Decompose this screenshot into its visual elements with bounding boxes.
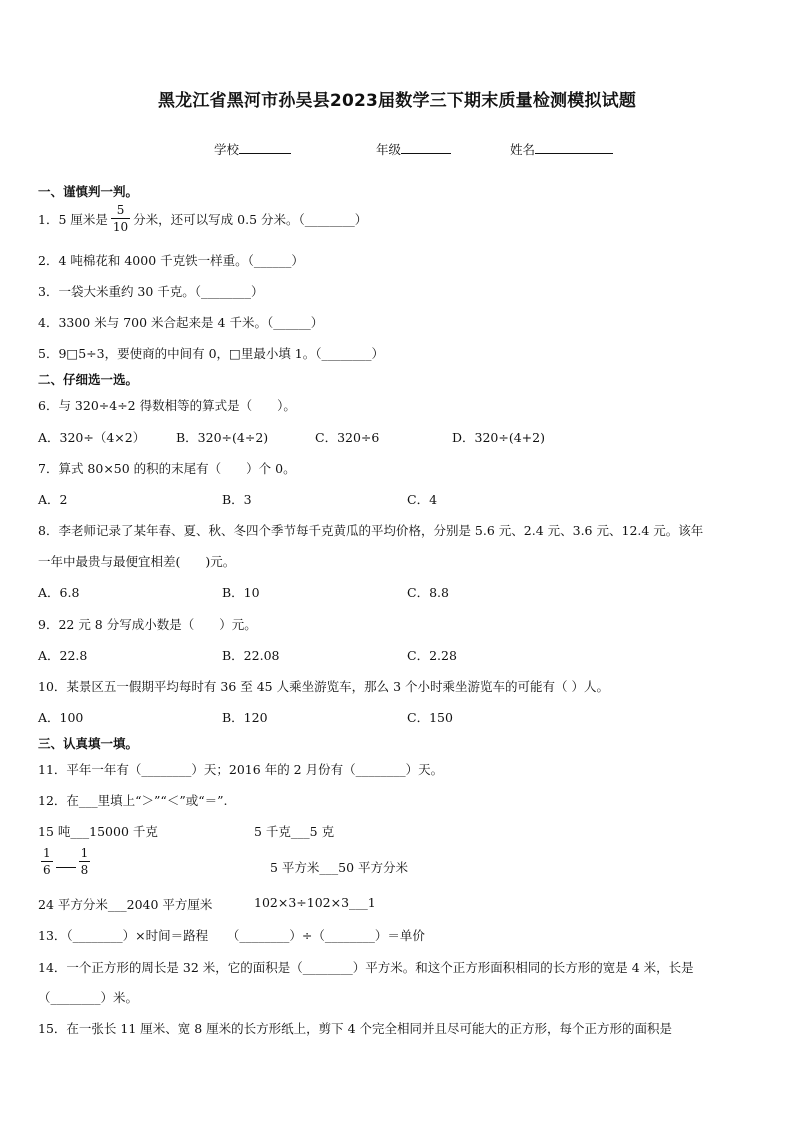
q6-option-d[interactable]: D．320÷(4+2) [452,430,545,445]
q8-option-c[interactable]: C．8.8 [407,585,449,600]
question-6: 6．与 320÷4÷2 得数相等的算式是（ ）。 [38,398,296,413]
q9-option-b[interactable]: B．22.08 [222,648,280,663]
q12-item-d: 5 平方米___50 平方分米 [270,860,409,875]
q10-option-c[interactable]: C．150 [407,710,453,725]
q12-c-fraction-2 [79,847,91,876]
page-title: 黑龙江省黑河市孙吴县2023届数学三下期末质量检测模拟试题 [157,91,637,111]
q1-frac-den: 10 [112,220,129,234]
q9-option-a[interactable]: A．22.8 [38,648,88,663]
school-field [214,140,291,158]
q12-c-num-1: 1 [43,846,51,860]
question-4: 4．3300 米与 700 米合起来是 4 千米。（______） [38,315,324,330]
q12-c-den-1: 6 [43,863,51,877]
question-14-line-1: 14．一个正方形的周长是 32 米，它的面积是（________）平方米。和这个正方形面积相同的长方形的宽是 4 米，长是 [38,960,694,975]
question-9: 9．22 元 8 分写成小数是（ ）元。 [38,617,257,632]
question-8-line-2: 一年中最贵与最便宜相差( )元。 [38,554,236,569]
q12-item-c [38,847,93,876]
question-3: 3．一袋大米重约 30 千克。（________） [38,284,264,299]
q12-item-e: 24 平方分米___2040 平方厘米 [38,897,213,912]
question-14-line-2: （________）米。 [38,990,139,1005]
q6-option-c[interactable]: C．320÷6 [315,430,380,445]
q1-frac-num: 5 [116,203,125,217]
q6-option-a[interactable]: A．320÷（4×2） [38,430,146,445]
section-2-heading: 二、仔细选一选。 [38,372,139,387]
q8-option-a[interactable]: A．6.8 [38,585,80,600]
q12-c-fraction-1 [41,847,53,876]
q9-option-c[interactable]: C．2.28 [407,648,457,663]
question-15: 15．在一张长 11 厘米、宽 8 厘米的长方形纸上，剪下 4 个完全相同并且尽可能大的正方形，每个正方形的面积是 [38,1021,673,1036]
grade-blank[interactable] [401,141,451,154]
q12-item-f: 102×3÷102×3___1 [254,895,376,910]
q12-item-a: 15 吨___15000 千克 [38,824,158,839]
question-11: 11．平年一年有（________）天；2016 年的 2 月份有（________）天。 [38,762,444,777]
question-8-line-1: 8．李老师记录了某年春、夏、秋、冬四个季节每千克黄瓜的平均价格，分别是 5.6 元、2.4 元、3.6 元、12.4 元。该年 [38,523,704,538]
q12-c-num-2: 1 [80,846,89,860]
q7-option-c[interactable]: C．4 [407,492,438,507]
name-blank[interactable] [535,141,613,154]
q7-option-a[interactable]: A．2 [38,492,68,507]
question-10: 10．某景区五一假期平均每时有 36 至 45 人乘坐游览车，那么 3 个小时乘坐游览车的可能有（ ）人。 [38,679,609,694]
q1-pre: 1．5 厘米是 [38,211,108,227]
q12-c-blank[interactable] [56,855,76,868]
section-1-heading: 一、谨慎判一判。 [38,184,139,199]
name-label: 姓名 [510,142,536,157]
question-1 [38,204,367,233]
school-label: 学校 [214,142,240,157]
grade-field [376,140,451,158]
q7-option-b[interactable]: B．3 [222,492,252,507]
question-12: 12．在___里填上“＞”“＜”或“＝”. [38,793,228,808]
grade-label: 年级 [376,142,402,157]
name-field [510,140,613,158]
q10-option-a[interactable]: A．100 [38,710,84,725]
question-13: 13．（________）×时间＝路程 （________）÷（________）＝单价 [38,928,425,943]
q6-option-b[interactable]: B．320÷(4÷2) [176,430,269,445]
q1-post: 分米，还可以写成 0.5 分米。（________） [133,211,368,227]
q12-c-den-2: 8 [80,863,89,877]
question-7: 7．算式 80×50 的积的末尾有（ ）个 0。 [38,461,296,476]
q12-item-b: 5 千克___5 克 [254,824,335,839]
q10-option-b[interactable]: B．120 [222,710,268,725]
school-blank[interactable] [239,141,291,154]
question-2: 2．4 吨棉花和 4000 千克铁一样重。（______） [38,253,304,268]
q8-option-b[interactable]: B．10 [222,585,260,600]
question-5: 5．9□5÷3，要使商的中间有 0，□里最小填 1。（________） [38,346,385,361]
q1-fraction [111,204,130,233]
section-3-heading: 三、认真填一填。 [38,736,139,751]
